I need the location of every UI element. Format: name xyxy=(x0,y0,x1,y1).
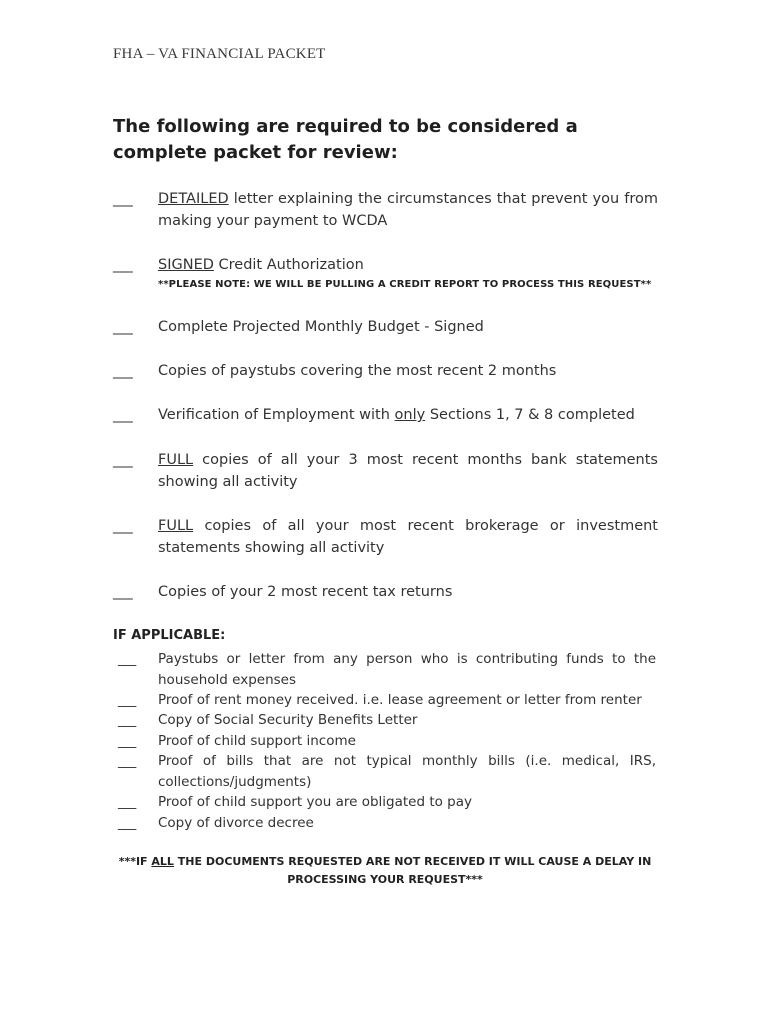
item-text: DETAILED letter explaining the circumstances that prevent you from making your payment to WCDA xyxy=(158,191,658,229)
item-text: Copies of paystubs covering the most recent 2 months xyxy=(158,363,557,379)
checkbox-blank[interactable]: ___ xyxy=(113,584,132,600)
item-text: Proof of bills that are not typical monthly bills (i.e. medical, IRS, collections/judgments) xyxy=(158,753,656,790)
checkbox-blank[interactable]: ___ xyxy=(118,815,136,831)
item-text: Proof of rent money received. i.e. lease agreement or letter from renter xyxy=(158,692,642,708)
item-text: Copies of your 2 most recent tax returns xyxy=(158,584,453,600)
credit-report-note: **PLEASE NOTE: WE WILL BE PULLING A CREDIT REPORT TO PROCESS THIS REQUEST** xyxy=(158,279,652,290)
checkbox-blank[interactable]: ___ xyxy=(118,753,136,769)
item-text: Complete Projected Monthly Budget - Signed xyxy=(158,319,484,335)
checkbox-blank[interactable]: ___ xyxy=(113,452,132,468)
checkbox-blank[interactable]: ___ xyxy=(118,794,136,810)
item-text: Paystubs or letter from any person who is contributing funds to the household expenses xyxy=(158,651,656,688)
intro-heading: The following are required to be considered a complete packet for review: xyxy=(113,116,578,163)
checkbox-blank[interactable]: ___ xyxy=(118,692,136,708)
if-applicable-heading: IF APPLICABLE: xyxy=(113,628,226,643)
checkbox-blank[interactable]: ___ xyxy=(113,518,132,534)
item-text: Proof of child support you are obligated to pay xyxy=(158,794,473,810)
item-text: FULL copies of all your most recent brokerage or investment statements showing all activity xyxy=(158,518,658,556)
checkbox-blank[interactable]: ___ xyxy=(113,319,132,335)
item-text: SIGNED Credit Authorization xyxy=(158,257,364,273)
page-header: FHA – VA FINANCIAL PACKET xyxy=(113,46,326,62)
item-text: Proof of child support income xyxy=(158,733,356,749)
item-text: Copy of divorce decree xyxy=(158,815,314,831)
checkbox-blank[interactable]: ___ xyxy=(113,363,132,379)
item-text: FULL copies of all your 3 most recent months bank statements showing all activity xyxy=(158,452,658,490)
checkbox-blank[interactable]: ___ xyxy=(113,191,132,207)
item-text: Verification of Employment with only Sections 1, 7 & 8 completed xyxy=(158,407,635,423)
checkbox-blank[interactable]: ___ xyxy=(118,712,136,728)
item-text: Copy of Social Security Benefits Letter xyxy=(158,712,418,728)
delay-warning: ***IF ALL THE DOCUMENTS REQUESTED ARE NOT RECEIVED IT WILL CAUSE A DELAY IN PROCESSING YOUR REQUEST*** xyxy=(118,855,652,886)
checkbox-blank[interactable]: ___ xyxy=(113,257,132,273)
checkbox-blank[interactable]: ___ xyxy=(118,733,136,749)
checkbox-blank[interactable]: ___ xyxy=(113,407,132,423)
checkbox-blank[interactable]: ___ xyxy=(118,651,136,667)
